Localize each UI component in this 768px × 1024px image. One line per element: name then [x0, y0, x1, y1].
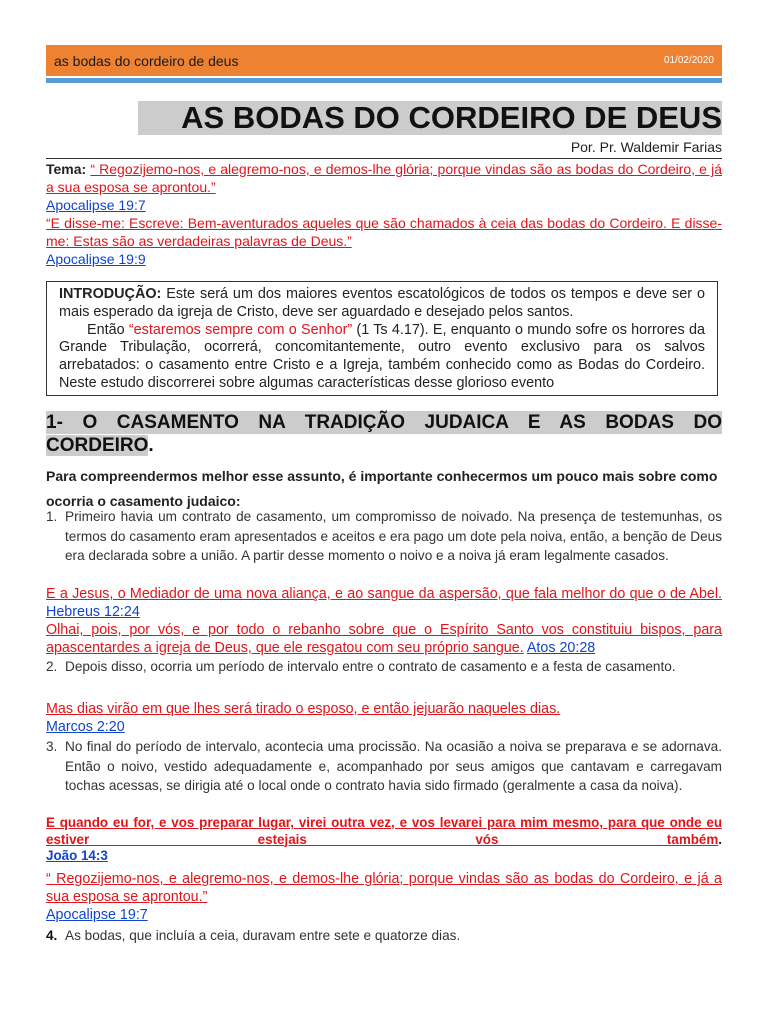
tema-quote-1: “ Regozijemo-nos, e alegremo-nos, e demos-lhe glória; porque vindas são as bodas do Cordeiro, e já a sua esposa se aprontou.”: [46, 161, 723, 195]
verse-end-dot: .: [718, 831, 722, 847]
verse-ref-hebreus[interactable]: Hebreus 12:24: [46, 604, 140, 620]
tema-block: [46, 161, 722, 196]
intro-quote: “estaremos sempre com o Senhor”: [128, 321, 353, 338]
verse-joao: [46, 815, 722, 865]
intro-text-1: Este será um dos maiores eventos escatológicos de todos os tempos e deve ser o mais esperado da igreja de Cristo, deve ser aguardado e desejado pelos santos.: [59, 286, 705, 320]
verse-atos: [46, 621, 722, 657]
author-line: Por. Pr. Waldemir Farias: [570, 139, 722, 155]
tema-ref-2[interactable]: Apocalipse 19:9: [46, 251, 146, 267]
tema-quote-2-block: [46, 215, 722, 250]
list-text: Depois disso, ocorria um período de intervalo entre o contrato de casamento e a festa de casamento.: [65, 659, 676, 674]
verse-hebreus: [46, 585, 722, 621]
header-date: 01/02/2020: [663, 55, 714, 66]
list-number: 2.: [46, 659, 58, 674]
tema-divider: [46, 158, 722, 159]
list-number: 1.: [46, 509, 58, 524]
intro-text-2-start: Então: [87, 321, 129, 338]
verse-text: “ Regozijemo-nos, e alegremo-nos, e demos-lhe glória; porque vindas são as bodas do Cordeiro, e já a sua esposa se aprontou.”: [46, 871, 722, 905]
list-text: As bodas, que incluía a ceia, duravam entre sete e quatorze dias.: [65, 928, 461, 943]
verse-ref-joao[interactable]: João 14:3: [46, 848, 108, 863]
section-1-heading: [46, 411, 722, 457]
verse-text: Mas dias virão em que lhes será tirado o esposo, e então jejuarão naqueles dias.: [46, 701, 561, 717]
header-title: as bodas do cordeiro de deus: [54, 52, 239, 69]
list-item: [46, 507, 722, 566]
introduction-box: [46, 281, 718, 396]
verse-apocalipse: [46, 870, 722, 906]
verse-ref-apocalipse[interactable]: Apocalipse 19:7: [46, 907, 148, 923]
tema-ref-2-line: [46, 251, 722, 269]
list-text: Primeiro havia um contrato de casamento, um compromisso de noivado. Na presença de testemunhas, os termos do casamento eram apresentados e aceitos e era pago um dote pela noiva, então, a benção de Deus era declarada sobre a união. A partir desse momento o noivo e a noiva já eram legalmente casados.: [65, 509, 722, 563]
verse-marcos: [46, 700, 722, 736]
tema-label: Tema:: [46, 161, 87, 177]
intro-paragraph-1: [59, 286, 705, 322]
list-item: [46, 737, 722, 796]
list-item: [46, 657, 722, 677]
intro-label: INTRODUÇÃO:: [59, 286, 162, 302]
list-item: [46, 926, 722, 946]
heading-line-2: CORDEIRO: [46, 435, 149, 456]
intro-paragraph-2: [59, 322, 705, 393]
intro-text-2-rest: (1 Ts 4.17). E, enquanto o mundo sofre os horrores da Grande Tribulação, ocorrerá, concomitantemente, outro evento exclusivo para os salvos arrebatados: o casamento entre Cristo e a Igreja, também conhecido como as Bodas do Cordeiro. Neste estudo discorrerei sobre algumas características desse glorioso evento: [59, 321, 705, 391]
verse-text: E a Jesus, o Mediador de uma nova aliança, e ao sangue da aspersão, que fala melhor do que o de Abel.: [46, 586, 722, 602]
list-text: No final do período de intervalo, acontecia uma procissão. Na ocasião a noiva se preparava e se adornava. Então o noivo, vestido adequadamente e, acompanhado por seus amigos que cantavam e carregavam tochas acessas, se dirigia até o local onde o contrato havia sido firmado (geralmente a casa da noiva).: [65, 739, 722, 793]
section-1-lead: Para compreendermos melhor esse assunto, é importante conhecermos um pouco mais sobre como ocorria o casamento judaico:: [46, 468, 718, 509]
heading-line-1: 1- O CASAMENTO NA TRADIÇÃO JUDAICA E AS BODAS DO: [46, 412, 722, 433]
heading-dot: .: [148, 435, 154, 456]
tema-ref-1-line: [46, 197, 722, 215]
heading-line-2-wrap: [46, 434, 722, 457]
verse-text: Olhai, pois, por vós, e por todo o rebanho sobre que o Espírito Santo vos constituiu bispos, para apascentardes a igreja de Deus, que ele resgatou com seu próprio sangue.: [46, 622, 722, 656]
verse-ref-marcos[interactable]: Marcos 2:20: [46, 719, 125, 735]
verse-text: E quando eu for, e vos preparar lugar, virei outra vez, e vos levarei para mim mesmo, para que onde eu estiver estejais vós também: [46, 815, 722, 847]
verse-ref-atos[interactable]: Atos 20:28: [526, 640, 596, 656]
tema-quote-2: “E disse-me: Escreve: Bem-aventurados aqueles que são chamados à ceia das bodas do Cordeiro. E disse-me: Estas são as verdadeiras palavras de Deus.”: [46, 215, 722, 249]
page-header: [46, 45, 722, 76]
list-number: 3.: [46, 739, 58, 754]
tema-ref-1[interactable]: Apocalipse 19:7: [46, 197, 146, 213]
list-number: 4.: [46, 928, 58, 943]
header-rule: [46, 78, 722, 83]
verse-ref-apocalipse-line: [46, 906, 722, 924]
document-title: AS BODAS DO CORDEIRO DE DEUS: [138, 101, 722, 135]
